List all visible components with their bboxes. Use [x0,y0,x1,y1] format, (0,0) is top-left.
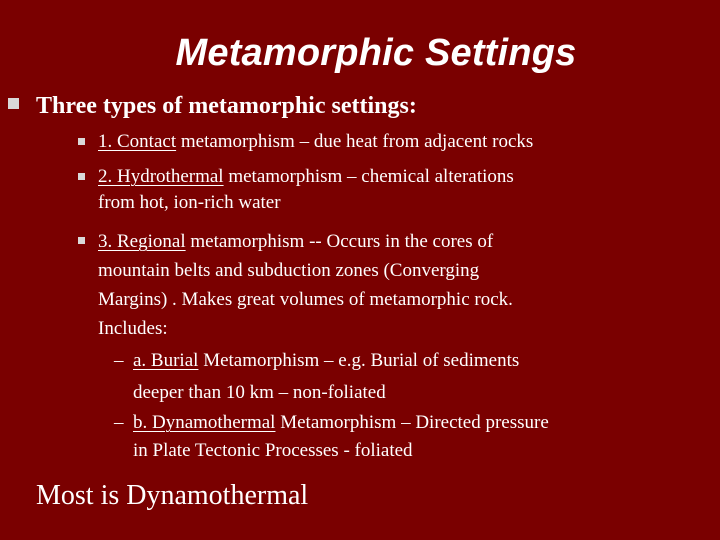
item-continuation: from hot, ion-rich water [98,192,281,213]
dash-bullet: – [114,350,124,371]
item-text: metamorphism -- Occurs in the cores of [185,231,494,252]
sub-item-burial [114,345,703,409]
item-text: metamorphism – chemical alterations [223,166,514,187]
footer-statement: Most is Dynamothermal [36,480,309,511]
small-square-bullet-icon [78,138,85,145]
list-item-contact [98,129,698,155]
item-continuation: Includes: [98,318,168,339]
small-square-bullet-icon [78,173,85,180]
sub-item-text: Metamorphism – Directed pressure [275,412,549,433]
item-text: metamorphism – due heat from adjacent rocks [176,131,534,152]
sub-item-dynamothermal [114,409,703,465]
item-continuation: Margins) . Makes great volumes of metamorphic rock. [98,289,513,310]
sub-item-continuation: deeper than 10 km – non-foliated [133,382,386,403]
term-burial: a. Burial [133,350,199,371]
sub-item-text: Metamorphism – e.g. Burial of sediments [198,350,520,371]
small-square-bullet-icon [78,237,85,244]
square-bullet-icon [8,98,19,109]
term-hydrothermal: 2. Hydrothermal [98,166,224,187]
dash-bullet: – [114,412,124,433]
list-item-regional [98,227,698,343]
term-dynamothermal: b. Dynamothermal [133,412,276,433]
bullet-level1 [36,92,696,120]
item-continuation: mountain belts and subduction zones (Converging [98,260,480,281]
term-contact: 1. Contact [98,131,177,152]
term-regional: 3. Regional [98,231,186,252]
bullet-text: Three types of metamorphic settings: [36,93,417,119]
list-item-hydrothermal [98,164,698,216]
slide-title: Metamorphic Settings [175,32,577,74]
sub-item-continuation: in Plate Tectonic Processes - foliated [133,440,413,461]
